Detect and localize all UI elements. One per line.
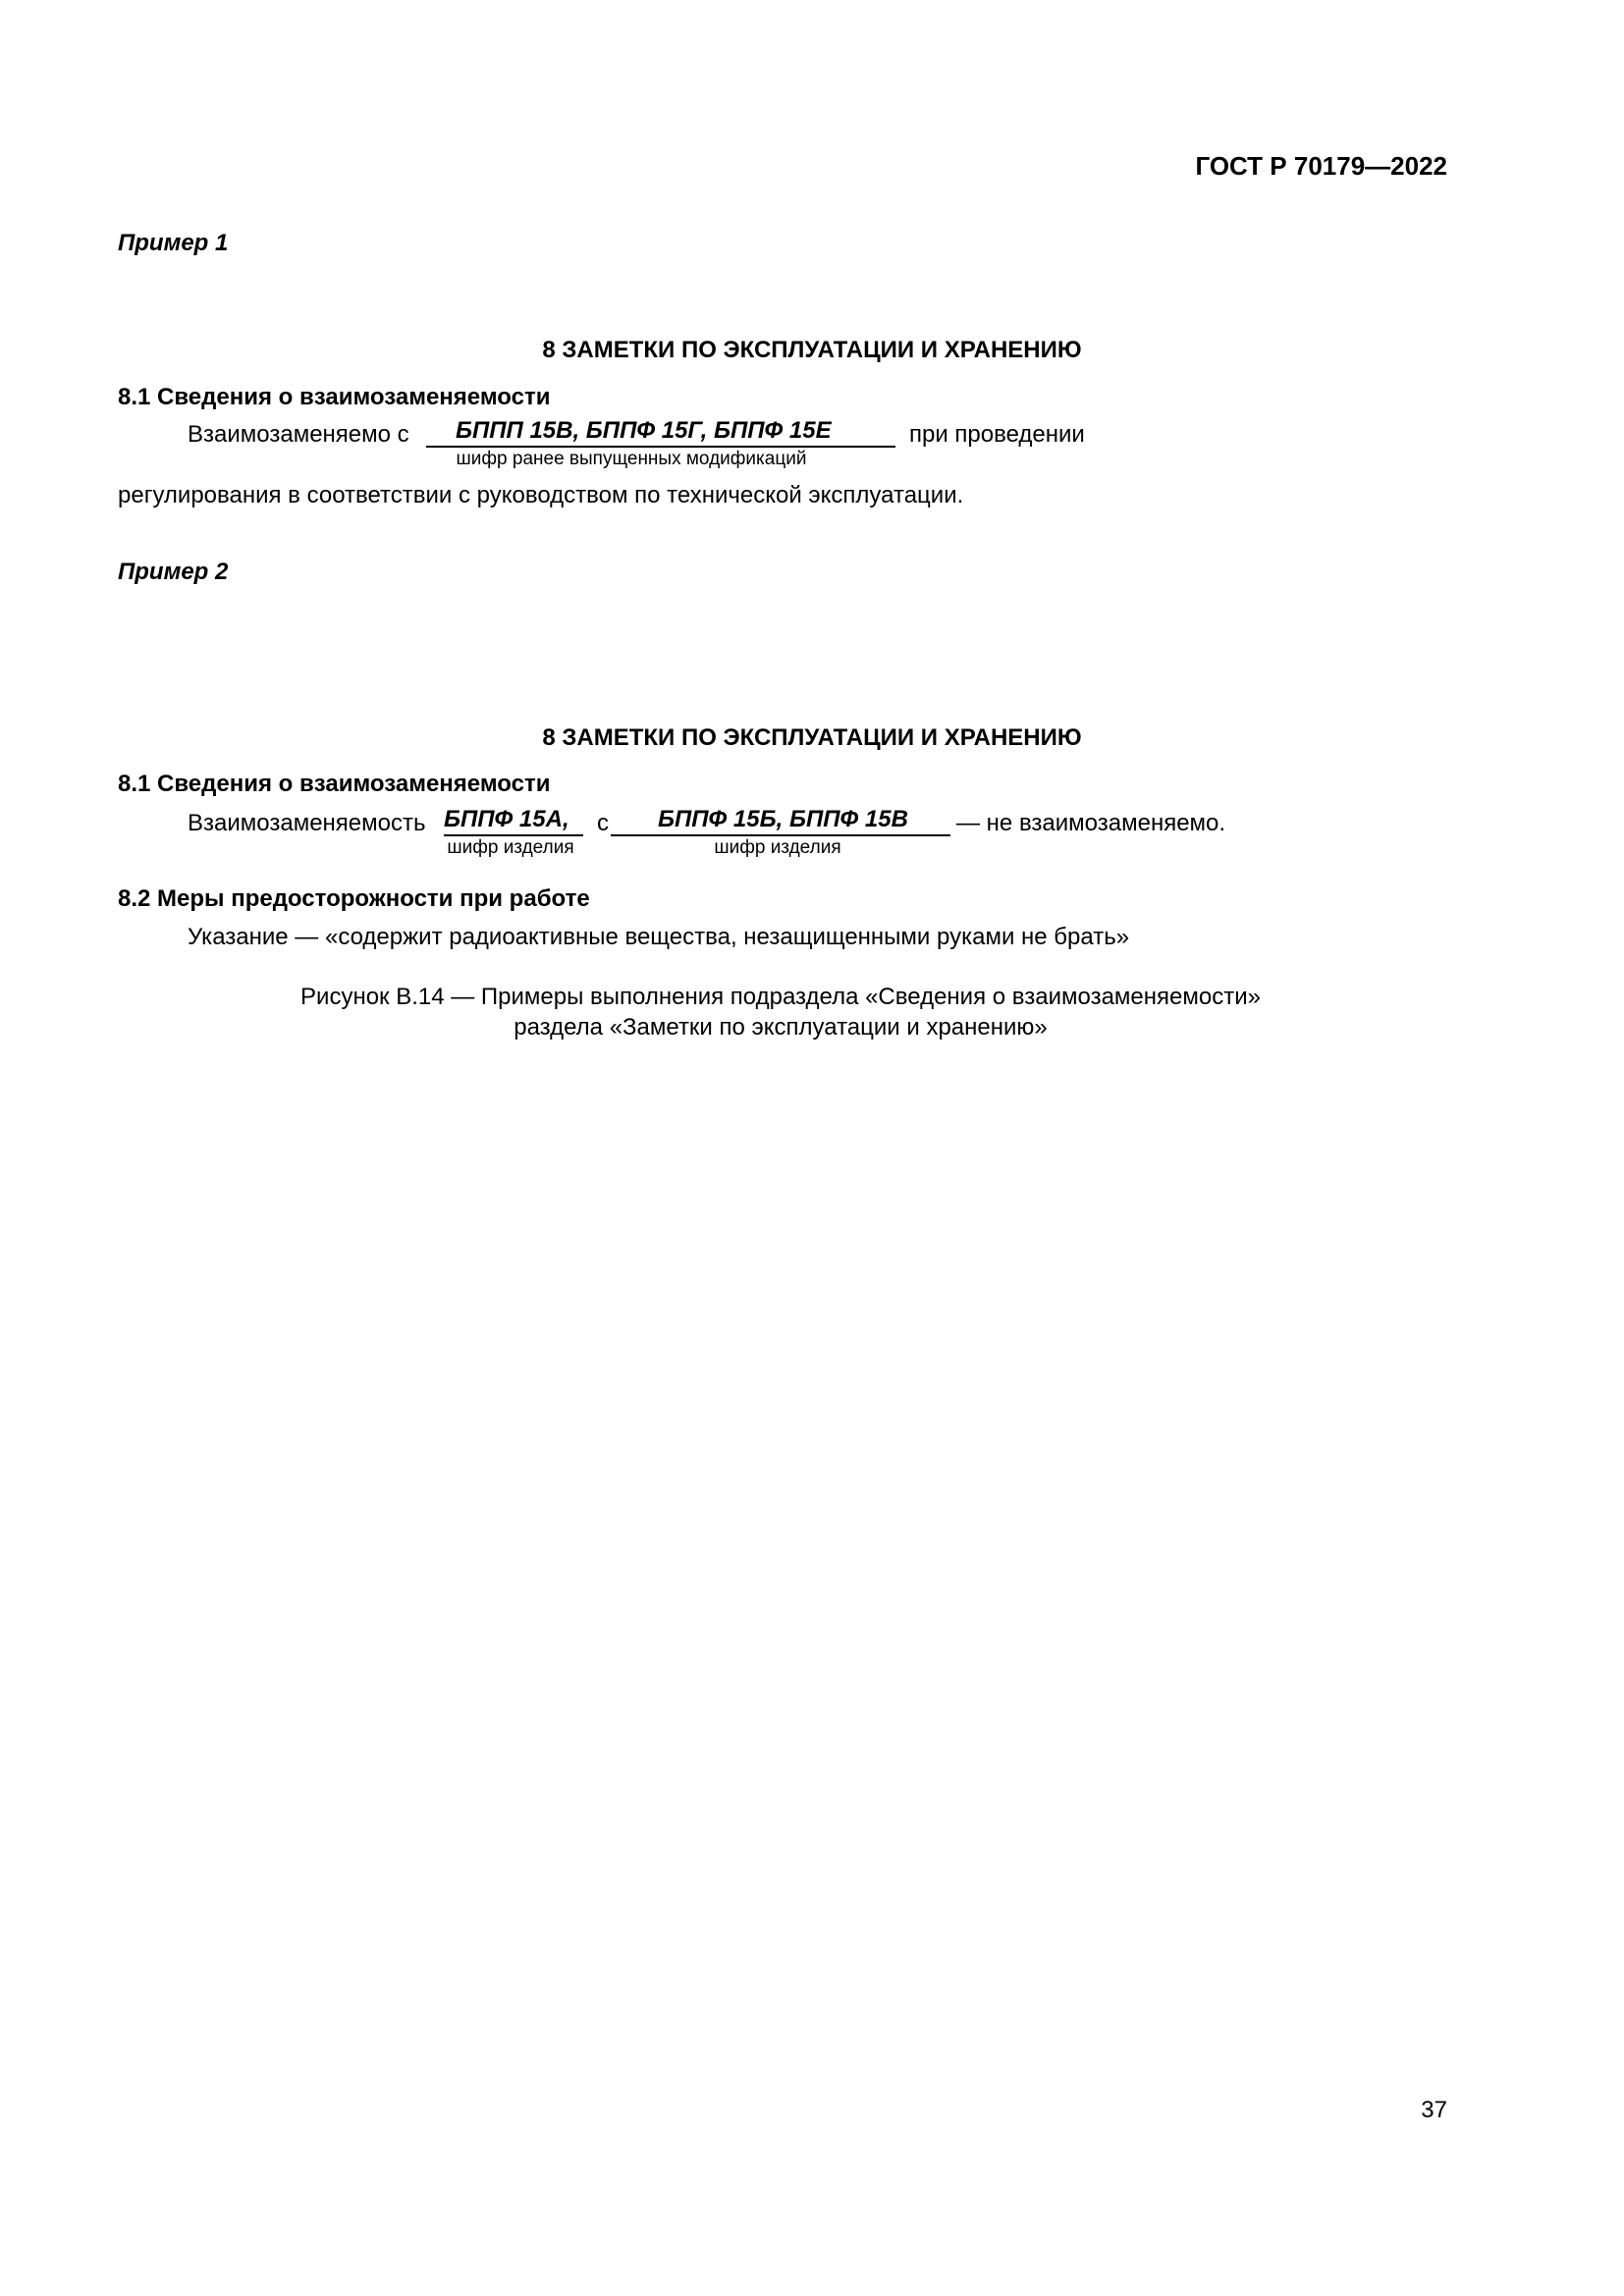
example-2-field-1-value: БППФ 15А, xyxy=(444,806,569,832)
example-2-product-field-2 xyxy=(611,805,950,836)
example-2-field-1-caption: шифр изделия xyxy=(447,837,574,858)
document-code: ГОСТ Р 70179—2022 xyxy=(1195,151,1447,181)
page-number: 37 xyxy=(1421,2097,1447,2123)
example-1-line2: регулирования в соответствии с руководством по технической эксплуатации. xyxy=(118,482,964,508)
example-1-section-title: 8 ЗАМЕТКИ ПО ЭКСПЛУАТАЦИИ И ХРАНЕНИЮ xyxy=(542,337,1082,363)
example-1-modifications-field xyxy=(426,416,895,448)
example-1-label: Пример 1 xyxy=(118,230,229,256)
example-2-line-prefix: Взаимозаменяемость xyxy=(188,810,426,836)
example-1-subsection-title: 8.1 Сведения о взаимозаменяемости xyxy=(118,384,551,410)
example-2-line-suffix: — не взаимозаменяемо. xyxy=(956,810,1226,836)
example-2-product-field-1 xyxy=(444,805,583,836)
example-1-line1-prefix: Взаимозаменяемо с xyxy=(188,421,409,448)
example-2-warning-text: Указание — «содержит радиоактивные вещества, незащищенными руками не брать» xyxy=(188,924,1130,950)
example-1-line1-suffix: при проведении xyxy=(909,421,1085,448)
example-2-connector: с xyxy=(597,810,609,836)
example-2-section-title: 8 ЗАМЕТКИ ПО ЭКСПЛУАТАЦИИ И ХРАНЕНИЮ xyxy=(542,724,1082,751)
example-2-field-2-caption: шифр изделия xyxy=(714,837,841,858)
figure-caption-line-1: Рисунок В.14 — Примеры выполнения подраздела «Сведения о взаимозаменяемости» xyxy=(300,984,1261,1010)
example-1-field-caption: шифр ранее выпущенных модификаций xyxy=(456,449,807,469)
example-2-subsection-2-title: 8.2 Меры предосторожности при работе xyxy=(118,885,590,912)
figure-caption-line-2: раздела «Заметки по эксплуатации и хранению» xyxy=(514,1014,1048,1041)
example-2-subsection-1-title: 8.1 Сведения о взаимозаменяемости xyxy=(118,771,551,797)
example-2-field-2-value: БППФ 15Б, БППФ 15В xyxy=(658,806,908,832)
example-2-label: Пример 2 xyxy=(118,559,229,585)
example-1-field-value: БППП 15В, БППФ 15Г, БППФ 15Е xyxy=(456,417,832,444)
